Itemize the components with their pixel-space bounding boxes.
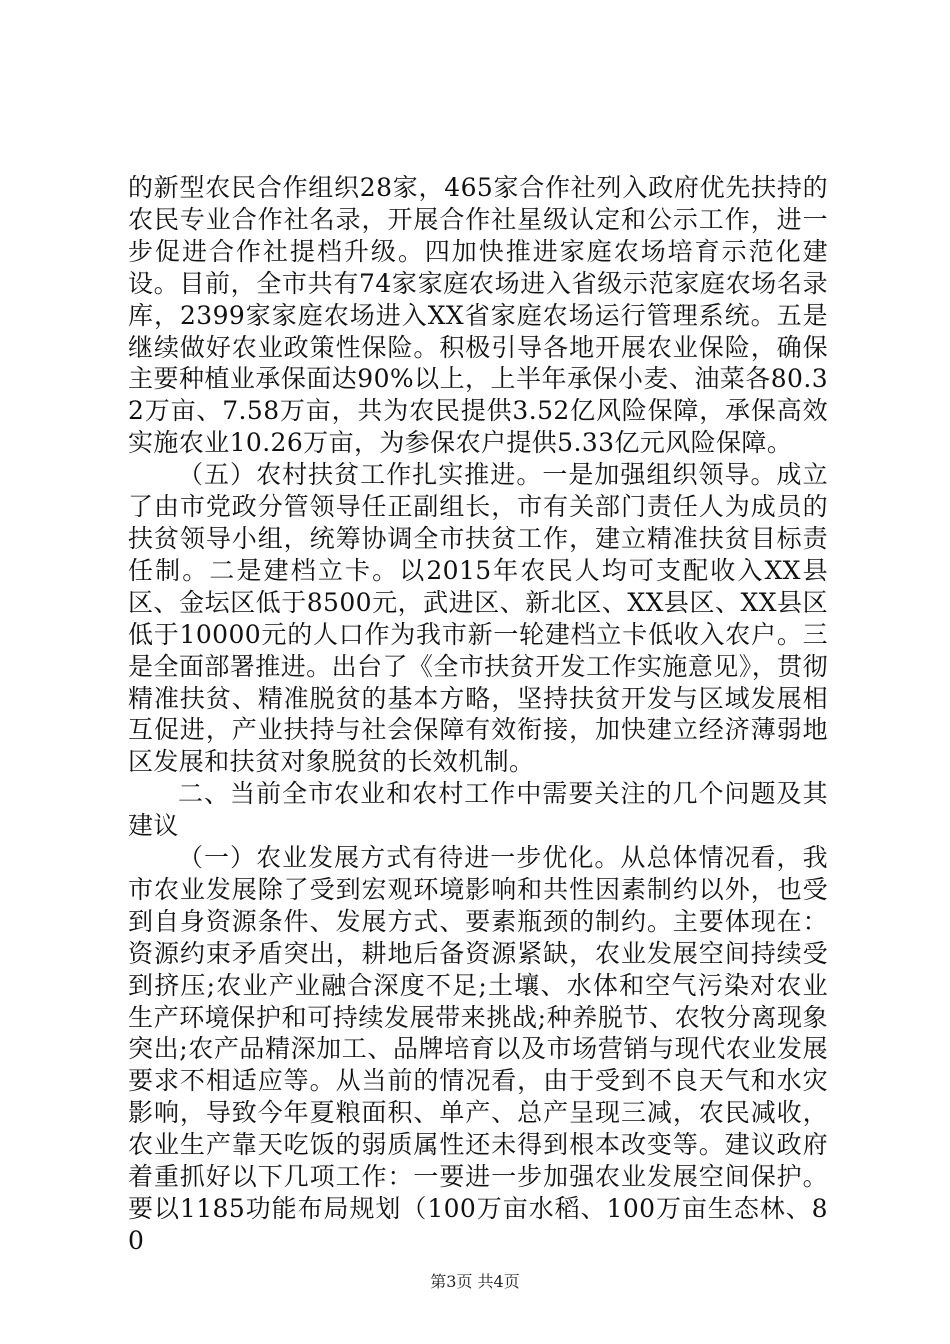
paragraph-poverty-alleviation: （五）农村扶贫工作扎实推进。一是加强组织领导。成立了由市党政分管领导任正副组长，市有关部门责任人为成员的扶贫领导小组，统筹协调全市扶贫工作，建立精准扶贫目标责任制。二是建档立卡。以2015年农民人均可支配收入XX县区、金坛区低于8500元，武进区、新北区、XX县区、XX县区低于10000元的人口作为我市新一轮建档立卡低收入农户。三是全面部署推进。出台了《全市扶贫开发工作实施意见》，贯彻精准扶贫、精准脱贫的基本方略，坚持扶贫开发与区域发展相互促进，产业扶持与社会保障有效衔接，加快建立经济薄弱地区发展和扶贫对象脱贫的长效机制。 (128, 460, 828, 777)
paragraph-development-mode: （一）农业发展方式有待进一步优化。从总体情况看，我市农业发展除了受到宏观环境影响和共性因素制约以外，也受到自身资源条件、发展方式、要素瓶颈的制约。主要体现在：资源约束矛盾突出，耕地后备资源紧缺，农业发展空间持续受到挤压;农业产业融合深度不足;土壤、水体和空气污染对农业生产环境保护和可持续发展带来挑战;种养脱节、农牧分离现象突出;农产品精深加工、品牌培育以及市场营销与现代农业发展要求不相适应等。从当前的情况看，由于受到不良天气和水灾影响，导致今年夏粮面积、单产、总产呈现三减，农民减收，农业生产靠天吃饭的弱质属性还未得到根本改变等。建议政府着重抓好以下几项工作：一要进一步加强农业发展空间保护。要以1185功能布局规划（100万亩水稻、100万亩生态林、80 (128, 843, 828, 1255)
paragraph-cooperatives-insurance: 的新型农民合作组织28家，465家合作社列入政府优先扶持的农民专业合作社名录，开展合作社星级认定和公示工作，进一步促进合作社提档升级。四加快推进家庭农场培育示范化建设。目前，全市共有74家家庭农场进入省级示范家庭农场名录库，2399家家庭农场进入XX省家庭农场运行管理系统。五是继续做好农业政策性保险。积极引导各地开展农业保险，确保主要种植业承保面达90%以上，上半年承保小麦、油菜各80.32万亩、7.58万亩，共为农民提供3.52亿风险保障，承保高效实施农业10.26万亩，为参保农户提供5.33亿元风险保障。 (128, 173, 828, 458)
page-footer: 第3页 共4页 (430, 1272, 520, 1291)
section-heading-issues: 二、当前全市农业和农村工作中需要关注的几个问题及其建议 (128, 779, 828, 841)
document-body (128, 172, 828, 1257)
